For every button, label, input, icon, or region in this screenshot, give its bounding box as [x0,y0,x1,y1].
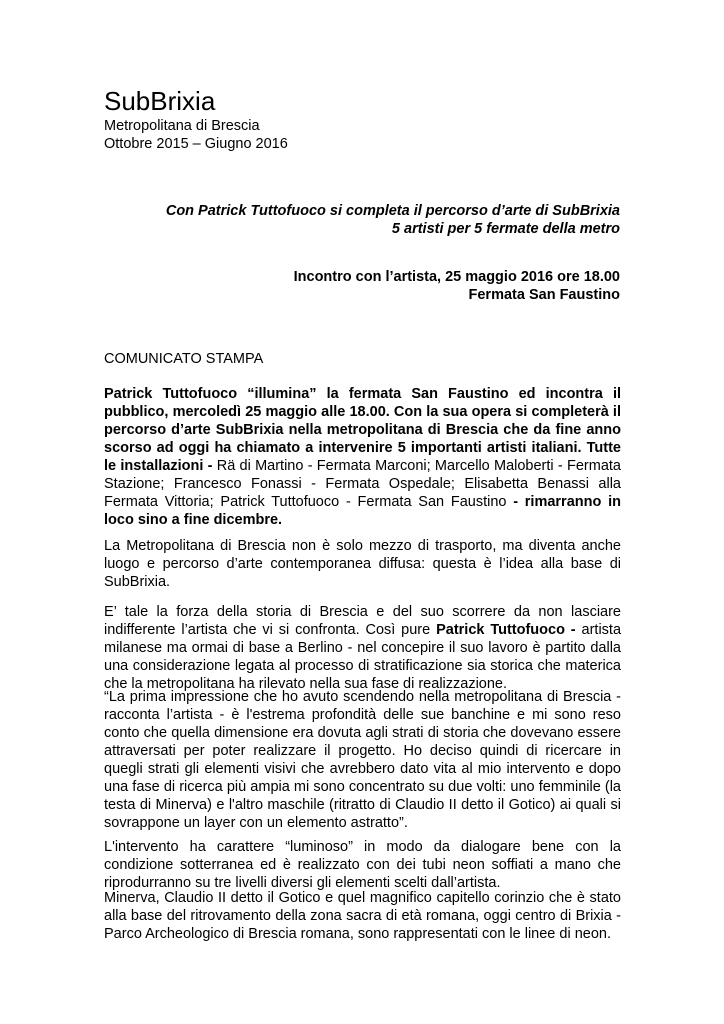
paragraph-4-quote: “La prima impressione che ho avuto scendendo nella metropolitana di Brescia - racconta l’artista - è l'estrema profondità delle sue banchine e mi sono reso conto che quella dimensione era dovuta agli strati di storia che dovevano essere attraversati per poter realizzare il progetto. Ho deciso quindi di ricercare in quegli strati gli elementi visivi che avrebbero dato vita al mio intervento e dopo una fase di ricerca più ampia mi sono concentrato su due volti: uno femminile (la testa di Minerva) e l'altro maschile (ritratto di Claudio II detto il Gotico) ai quali si sovrappone un layer con un elemento astratto”. [104,689,621,831]
p3-start: E’ tale la forza della storia di Brescia e del suo scorrere da non lasciare indifferente l’artista che vi si confronta. Così pure [104,604,621,638]
event-line-1: Incontro con l’artista, 25 maggio 2016 ore 18.00 [293,269,620,285]
doc-title: SubBrixia [104,86,216,116]
event-line-2: Fermata San Faustino [468,287,620,303]
p1-bold-intro: Patrick Tuttofuoco “illumina” la fermata San Faustino ed incontra il pubblico, mercoledì 25 maggio alle 18.00. Con la sua opera si completerà il percorso d’arte SubBrixia nella metropolitana di Brescia che da fine anno scorso ad oggi ha chiamato a intervenire 5 importanti artisti italiani. Tutte le installazioni - [104,386,621,474]
paragraph-5: L'intervento ha carattere “luminoso” in modo da dialogare bene con la condizione sotterranea ed è realizzato con dei tubi neon soffiati a mano che riprodurranno su tre livelli diversi gli elementi scelti dall’artista. [104,839,621,891]
paragraph-1 [104,385,621,529]
p1-installations: Rä di Martino - Fermata Marconi; Marcello Maloberti - Fermata Stazione; Francesco Fonassi - Fermata Ospedale; Elisabetta Benassi alla Fermata Vittoria; Patrick Tuttofuoco - Fermata San Faustino [104,458,621,510]
headline [166,202,620,238]
event-info [294,268,620,304]
p3-end: artista milanese ma ormai di base a Berlino - nel concepire il suo lavoro è partito dalla una considerazione legata al processo di stratificazione sia storica che materica che la metropolitana ha rilevato nella sua fase di realizzazione. [104,622,622,692]
headline-line-1: Con Patrick Tuttofuoco si completa il percorso d’arte di SubBrixia [165,203,620,219]
p3-artist: Patrick Tuttofuoco - [436,622,576,638]
paragraph-6: Minerva, Claudio II detto il Gotico e quel magnifico capitello corinzio che è stato alla base del ritrovamento della zona sacra di età romana, oggi centro di Brixia - Parco Archeologico di Brescia romana, sono rappresentati con le linee di neon. [104,890,621,942]
section-label: COMUNICATO STAMPA [104,351,264,367]
headline-line-2: 5 artisti per 5 fermate della metro [391,221,620,237]
doc-dates: Ottobre 2015 – Giugno 2016 [104,136,288,152]
p1-bold-end: - rimarranno in loco sino a fine dicembre. [104,494,621,528]
paragraph-3 [104,603,621,693]
paragraph-2: La Metropolitana di Brescia non è solo mezzo di trasporto, ma diventa anche luogo e percorso d’arte contemporanea diffusa: questa è l’idea alla base di SubBrixia. [104,538,621,590]
doc-subtitle: Metropolitana di Brescia [104,118,260,134]
